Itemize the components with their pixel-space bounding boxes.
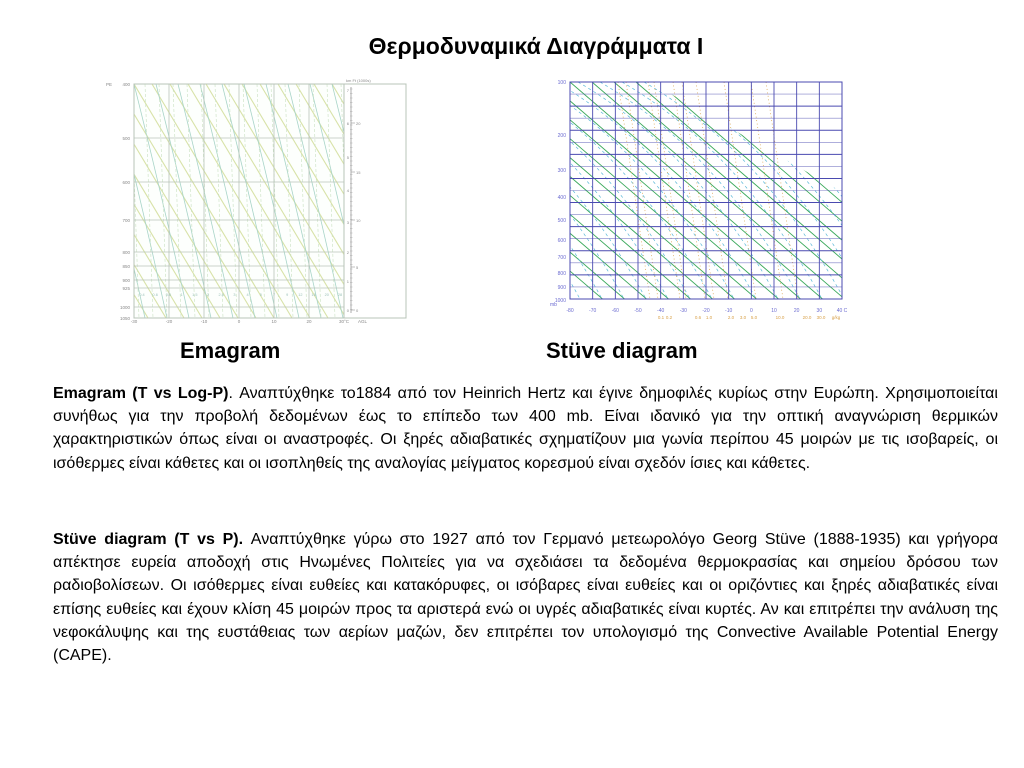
svg-text:3: 3 xyxy=(346,220,349,225)
emagram-paragraph-heading-suffix: . xyxy=(228,385,233,402)
svg-text:km Ft (1000s): km Ft (1000s) xyxy=(346,78,371,83)
svg-text:9: 9 xyxy=(286,293,289,297)
emagram-chart xyxy=(104,74,410,324)
svg-text:300: 300 xyxy=(557,168,566,174)
svg-text:2: 2 xyxy=(206,293,210,297)
svg-text:7: 7 xyxy=(272,293,276,297)
stuve-paragraph-text: Αναπτύχθηκε γύρω στο 1927 από τον Γερμανό μετεωρολόγο Georg Stüve (1888-1935) και γρήγορα απέκτησε ευρεία αποδοχή στις Ηνωμένες Πολιτείες για να σχεδιάσει τα δεδομένα θερμοκρασίας και σημείου δρόσου των ραδιοβολίσεων. Οι ισόθερμες είναι ευθείες και κατακόρυφες, οι ισόβαρες είναι ευθείες και οι οριζόντιες και ξηρές αδιαβατικές είναι επίσης ευθείες και έχουν κλίση 45 μοιρών προς τα αριστερά ενώ οι υγρές αδιαβατικές είναι κυρτές. Αν και επιτρέπει την ανάλυση της νεφοκάλυψης και της ευστάθειας των αερίων μαζών, δεν επιτρέπει τον υπολογισμό της Convective Available Potential Energy (CAPE). xyxy=(53,531,999,665)
svg-text:700: 700 xyxy=(122,218,130,223)
svg-text:10: 10 xyxy=(356,218,361,223)
svg-text:500: 500 xyxy=(122,136,130,141)
svg-text:600: 600 xyxy=(122,180,130,185)
stuve-figure xyxy=(545,74,860,324)
svg-text:900: 900 xyxy=(122,278,130,283)
svg-text:1.5: 1.5 xyxy=(192,293,198,297)
svg-text:15: 15 xyxy=(356,170,361,175)
svg-text:0.1: 0.1 xyxy=(657,315,665,320)
svg-text:10: 10 xyxy=(271,319,277,324)
svg-text:-20: -20 xyxy=(165,319,173,324)
svg-text:2: 2 xyxy=(346,250,349,255)
svg-text:200: 200 xyxy=(557,133,566,139)
svg-text:2.5: 2.5 xyxy=(218,293,224,297)
svg-text:AGL: AGL xyxy=(358,319,368,324)
svg-text:5.0: 5.0 xyxy=(750,315,758,320)
svg-text:7: 7 xyxy=(346,88,349,93)
svg-text:4: 4 xyxy=(346,188,349,193)
svg-text:0: 0 xyxy=(749,308,753,314)
svg-text:30: 30 xyxy=(816,308,823,314)
svg-text:850: 850 xyxy=(122,264,130,269)
svg-text:-10: -10 xyxy=(200,319,208,324)
svg-text:3: 3 xyxy=(233,293,236,297)
svg-text:30.0: 30.0 xyxy=(816,315,826,320)
svg-text:1: 1 xyxy=(346,279,349,284)
emagram-paragraph-heading: Emagram (T vs Log-P) xyxy=(53,385,229,402)
svg-text:20: 20 xyxy=(324,293,329,297)
svg-text:28: 28 xyxy=(337,293,343,297)
svg-text:0.6: 0.6 xyxy=(694,315,702,320)
svg-text:PE: PE xyxy=(106,82,113,87)
svg-text:400: 400 xyxy=(122,82,130,87)
svg-text:5: 5 xyxy=(356,265,359,270)
svg-text:2.0: 2.0 xyxy=(727,315,735,320)
stuve-caption: Stüve diagram xyxy=(546,338,698,363)
svg-text:1.0: 1.0 xyxy=(705,315,713,320)
svg-text:0.8: 0.8 xyxy=(165,293,172,297)
svg-text:500: 500 xyxy=(557,218,566,224)
svg-text:5: 5 xyxy=(259,293,262,297)
svg-text:6: 6 xyxy=(346,121,349,126)
svg-text:1000: 1000 xyxy=(119,305,130,310)
svg-text:100: 100 xyxy=(557,80,566,86)
svg-text:g/kg: g/kg xyxy=(831,315,841,320)
svg-text:-30: -30 xyxy=(679,308,687,314)
svg-text:800: 800 xyxy=(557,271,566,277)
emagram-figure xyxy=(104,74,410,324)
svg-text:400: 400 xyxy=(557,195,566,201)
svg-text:-80: -80 xyxy=(566,308,574,314)
svg-text:0: 0 xyxy=(237,319,241,324)
svg-text:0.6: 0.6 xyxy=(152,293,158,297)
svg-text:-20: -20 xyxy=(702,308,710,314)
svg-text:-40: -40 xyxy=(657,308,665,314)
svg-text:-30: -30 xyxy=(130,319,138,324)
svg-text:0.2: 0.2 xyxy=(665,315,673,320)
svg-text:1050: 1050 xyxy=(119,316,130,321)
svg-text:20: 20 xyxy=(793,308,800,314)
svg-text:700: 700 xyxy=(557,255,566,261)
svg-text:1000: 1000 xyxy=(554,298,566,304)
svg-text:-10: -10 xyxy=(725,308,733,314)
svg-text:20.0: 20.0 xyxy=(802,315,812,320)
svg-text:3.0: 3.0 xyxy=(739,315,747,320)
svg-text:40 C: 40 C xyxy=(836,308,848,314)
svg-text:0.4: 0.4 xyxy=(139,293,145,297)
svg-text:16: 16 xyxy=(311,293,316,297)
svg-text:5: 5 xyxy=(346,155,349,160)
svg-text:600: 600 xyxy=(557,238,566,244)
svg-text:0: 0 xyxy=(356,308,359,313)
svg-text:-70: -70 xyxy=(589,308,597,314)
emagram-paragraph-text: Αναπτύχθηκε το1884 από τον Heinrich Hertz και έγινε δημοφιλές κυρίως στην Ευρώπη. Χρησιμοποιείται συνήθως για την προβολή δεδομένων έως το επίπεδο των 400 mb. Είναι ιδανικό για την οπτική αναγνώριση θερμικών χαρακτηριστικών όπως είναι οι αναστροφές. Οι ξηρές αδιαβατικές σχηματίζουν μια γωνία περίπου 45 μοιρών με τις ισοβαρείς, οι ισόθερμες είναι κάθετες και οι ισοπληθείς της αναλογίας μείγματος κορεσμού είναι σχεδόν ίσιες και κάθετες. xyxy=(53,385,998,472)
svg-text:1: 1 xyxy=(180,293,183,297)
stuve-paragraph xyxy=(53,528,998,667)
svg-text:0: 0 xyxy=(346,308,349,313)
svg-text:10: 10 xyxy=(771,308,777,314)
svg-text:20: 20 xyxy=(306,319,312,324)
svg-text:900: 900 xyxy=(557,285,566,291)
svg-text:10.0: 10.0 xyxy=(775,315,785,320)
stuve-paragraph-heading: Stüve diagram (T vs P). xyxy=(53,531,244,548)
svg-text:mb: mb xyxy=(550,302,557,308)
svg-text:12: 12 xyxy=(298,293,303,297)
slide-title: Θερμοδυναμικά Διαγράμματα Ι xyxy=(368,33,704,59)
svg-text:-50: -50 xyxy=(634,308,642,314)
svg-text:4: 4 xyxy=(246,293,249,297)
emagram-paragraph xyxy=(53,382,998,475)
svg-text:-60: -60 xyxy=(611,308,619,314)
emagram-caption: Emagram xyxy=(180,338,281,363)
svg-text:800: 800 xyxy=(122,250,130,255)
stuve-chart xyxy=(545,74,860,324)
svg-text:30°C: 30°C xyxy=(338,319,350,324)
svg-text:20: 20 xyxy=(356,121,361,126)
svg-text:925: 925 xyxy=(122,286,130,291)
